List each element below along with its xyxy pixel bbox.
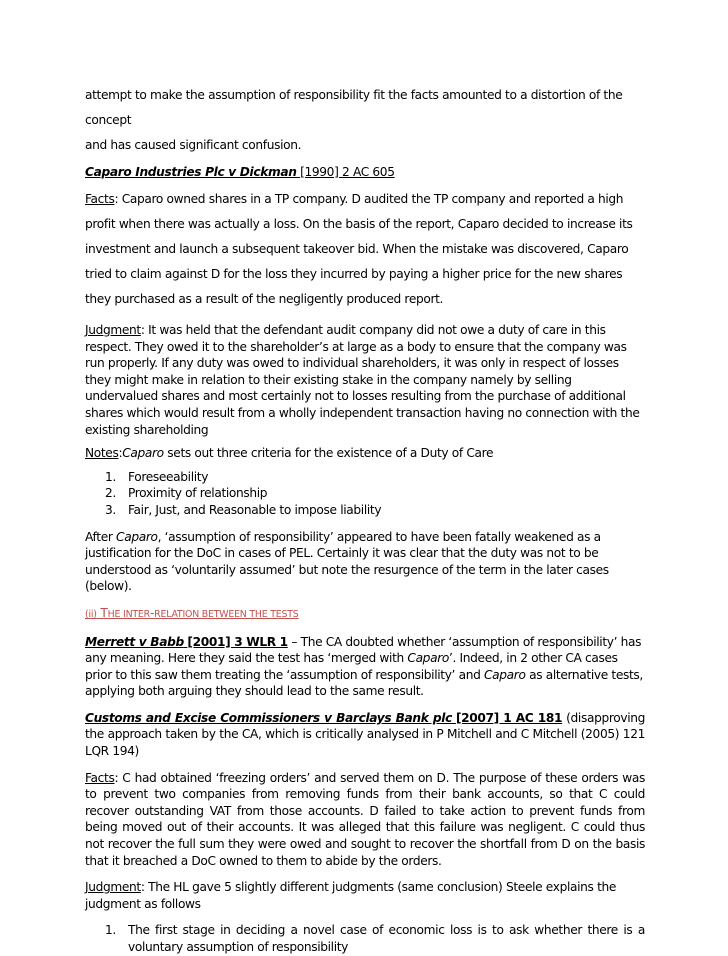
list-item (85, 485, 645, 502)
intro-line-2: and has caused significant confusion. (85, 138, 302, 152)
notes-colon: : (118, 446, 123, 461)
section-numeral: (ii) (85, 608, 97, 620)
merrett-paragraph (85, 634, 645, 700)
notes-text: sets out three criteria for the existence of a Duty of Care (163, 446, 494, 461)
after-caparo-paragraph (85, 529, 645, 595)
judgment-label: Judgment (85, 323, 141, 337)
intro-paragraph (85, 83, 645, 158)
after-text: , ‘assumption of responsibility’ appeared to have been fatally weakened as a justification for the DoC in cases of PEL. Certainly it was clear that the duty was not to be understood as ‘voluntarily assumed’ but note the resurgence of the term in the later cases (below). (85, 529, 609, 594)
customs-paragraph (85, 710, 645, 760)
caparo-notes-paragraph (85, 445, 645, 462)
list-item (85, 469, 645, 486)
caparo-facts-text: : Caparo owned shares in a TP company. D audited the TP company and reported a high profit when there was actually a loss. On the basis of the report, Caparo decided to increase its investment and launch a subsequent takeover bid. When the mistake was discovered, Caparo tried to claim against D for the loss they incurred by paying a higher price for the new shares they purchased as a result of the negligently produced report. (85, 192, 633, 306)
list-number: 3. (105, 502, 116, 517)
after-prefix: After (85, 529, 117, 544)
caparo-case-heading (85, 160, 645, 185)
merrett-case-ref-1: Caparo (407, 651, 449, 666)
page-content (85, 83, 645, 956)
notes-case-name: Caparo (122, 446, 164, 461)
caparo-facts-paragraph (85, 187, 645, 312)
notes-label: Notes (85, 446, 119, 461)
customs-facts-paragraph (85, 770, 645, 870)
merrett-text-2: ’. Indeed, in 2 other CA cases prior to this saw them treating the ‘assumption of responsibility’ and (85, 651, 618, 682)
merrett-text-1: – The CA doubted whether ‘assumption of responsibility’ has any meaning. Here they said the test has ‘merged with (85, 634, 642, 666)
caparo-case-title: Caparo Industries Plc v Dickman (85, 165, 297, 179)
list-item-text: Fair, Just, and Reasonable to impose liability (128, 502, 382, 517)
criteria-list (85, 469, 645, 519)
customs-text: (disapproving the approach taken by the CA, which is critically analysed in P Mitchell and C Mitchell (2005) 121 LQR 194) (85, 710, 645, 759)
intro-line-1: attempt to make the assumption of responsibility fit the facts amounted to a distortion of the concept (85, 88, 623, 127)
section-heading (85, 605, 645, 624)
customs-facts-text: : C had obtained ‘freezing orders’ and served them on D. The purpose of these orders was to prevent two companies from removing funds from their bank accounts, so that C could recover outstanding VAT from those accounts. D failed to take action to prevent funds from being moved out of their accounts. It was alleged that this failure was negligent. C could thus not recover the full sum they were owed and sought to recover the shortfall from D on the basis that it breached a DoC owned to them to abide by the orders. (85, 770, 645, 868)
facts-label: Facts (85, 192, 115, 206)
section-first-letter: T (100, 605, 108, 620)
merrett-case-title: Merrett v Babb (85, 634, 184, 649)
customs-citation: [2007] 1 AC 181 (455, 710, 563, 725)
caparo-citation: [1990] 2 AC 605 (300, 165, 395, 179)
section-hyphen: - (149, 605, 155, 620)
merrett-case-ref-2: Caparo (484, 667, 526, 682)
caparo-judgment-paragraph (85, 322, 645, 438)
customs-judgment-text: : The HL gave 5 slightly different judgments (same conclusion) Steele explains the judgment as follows (85, 880, 617, 911)
after-case-name: Caparo (116, 529, 158, 544)
list-item-text: Foreseeability (128, 469, 209, 484)
judgment-points-list (85, 922, 645, 955)
facts-label: Facts (85, 770, 115, 785)
caparo-judgment-text: : It was held that the defendant audit company did not owe a duty of care in this respect. They owed it to the shareholder’s at large as a body to ensure that the company was run properly. If any duty was owed to individual shareholders, it was only in respect of losses they might make in relation to their existing stake in the company namely by selling undervalued shares and most certainly not to losses resulting from the purchase of additional shares which would result from a wholly independent transaction having no connection with the existing shareholding (85, 323, 640, 437)
section-title-part-1: HE INTER (107, 608, 150, 620)
customs-judgment-paragraph (85, 879, 645, 912)
merrett-citation: [2001] 3 WLR 1 (187, 634, 288, 649)
list-item (85, 502, 645, 519)
merrett-text-3: as alternative tests, applying both arguing they should lead to the same result. (85, 667, 643, 699)
list-number: 2. (105, 486, 116, 501)
section-title-part-2: RELATION BETWEEN THE TESTS (154, 608, 299, 620)
judgment-label: Judgment (85, 880, 141, 895)
customs-case-title: Customs and Excise Commissioners v Barclays Bank plc (85, 710, 452, 725)
list-number: 1. (105, 923, 116, 938)
list-number: 1. (105, 469, 116, 484)
list-item-text: Proximity of relationship (128, 486, 268, 501)
list-item (85, 922, 645, 955)
list-item-text: The first stage in deciding a novel case of economic loss is to ask whether there is a voluntary assumption of responsibility (128, 923, 645, 954)
